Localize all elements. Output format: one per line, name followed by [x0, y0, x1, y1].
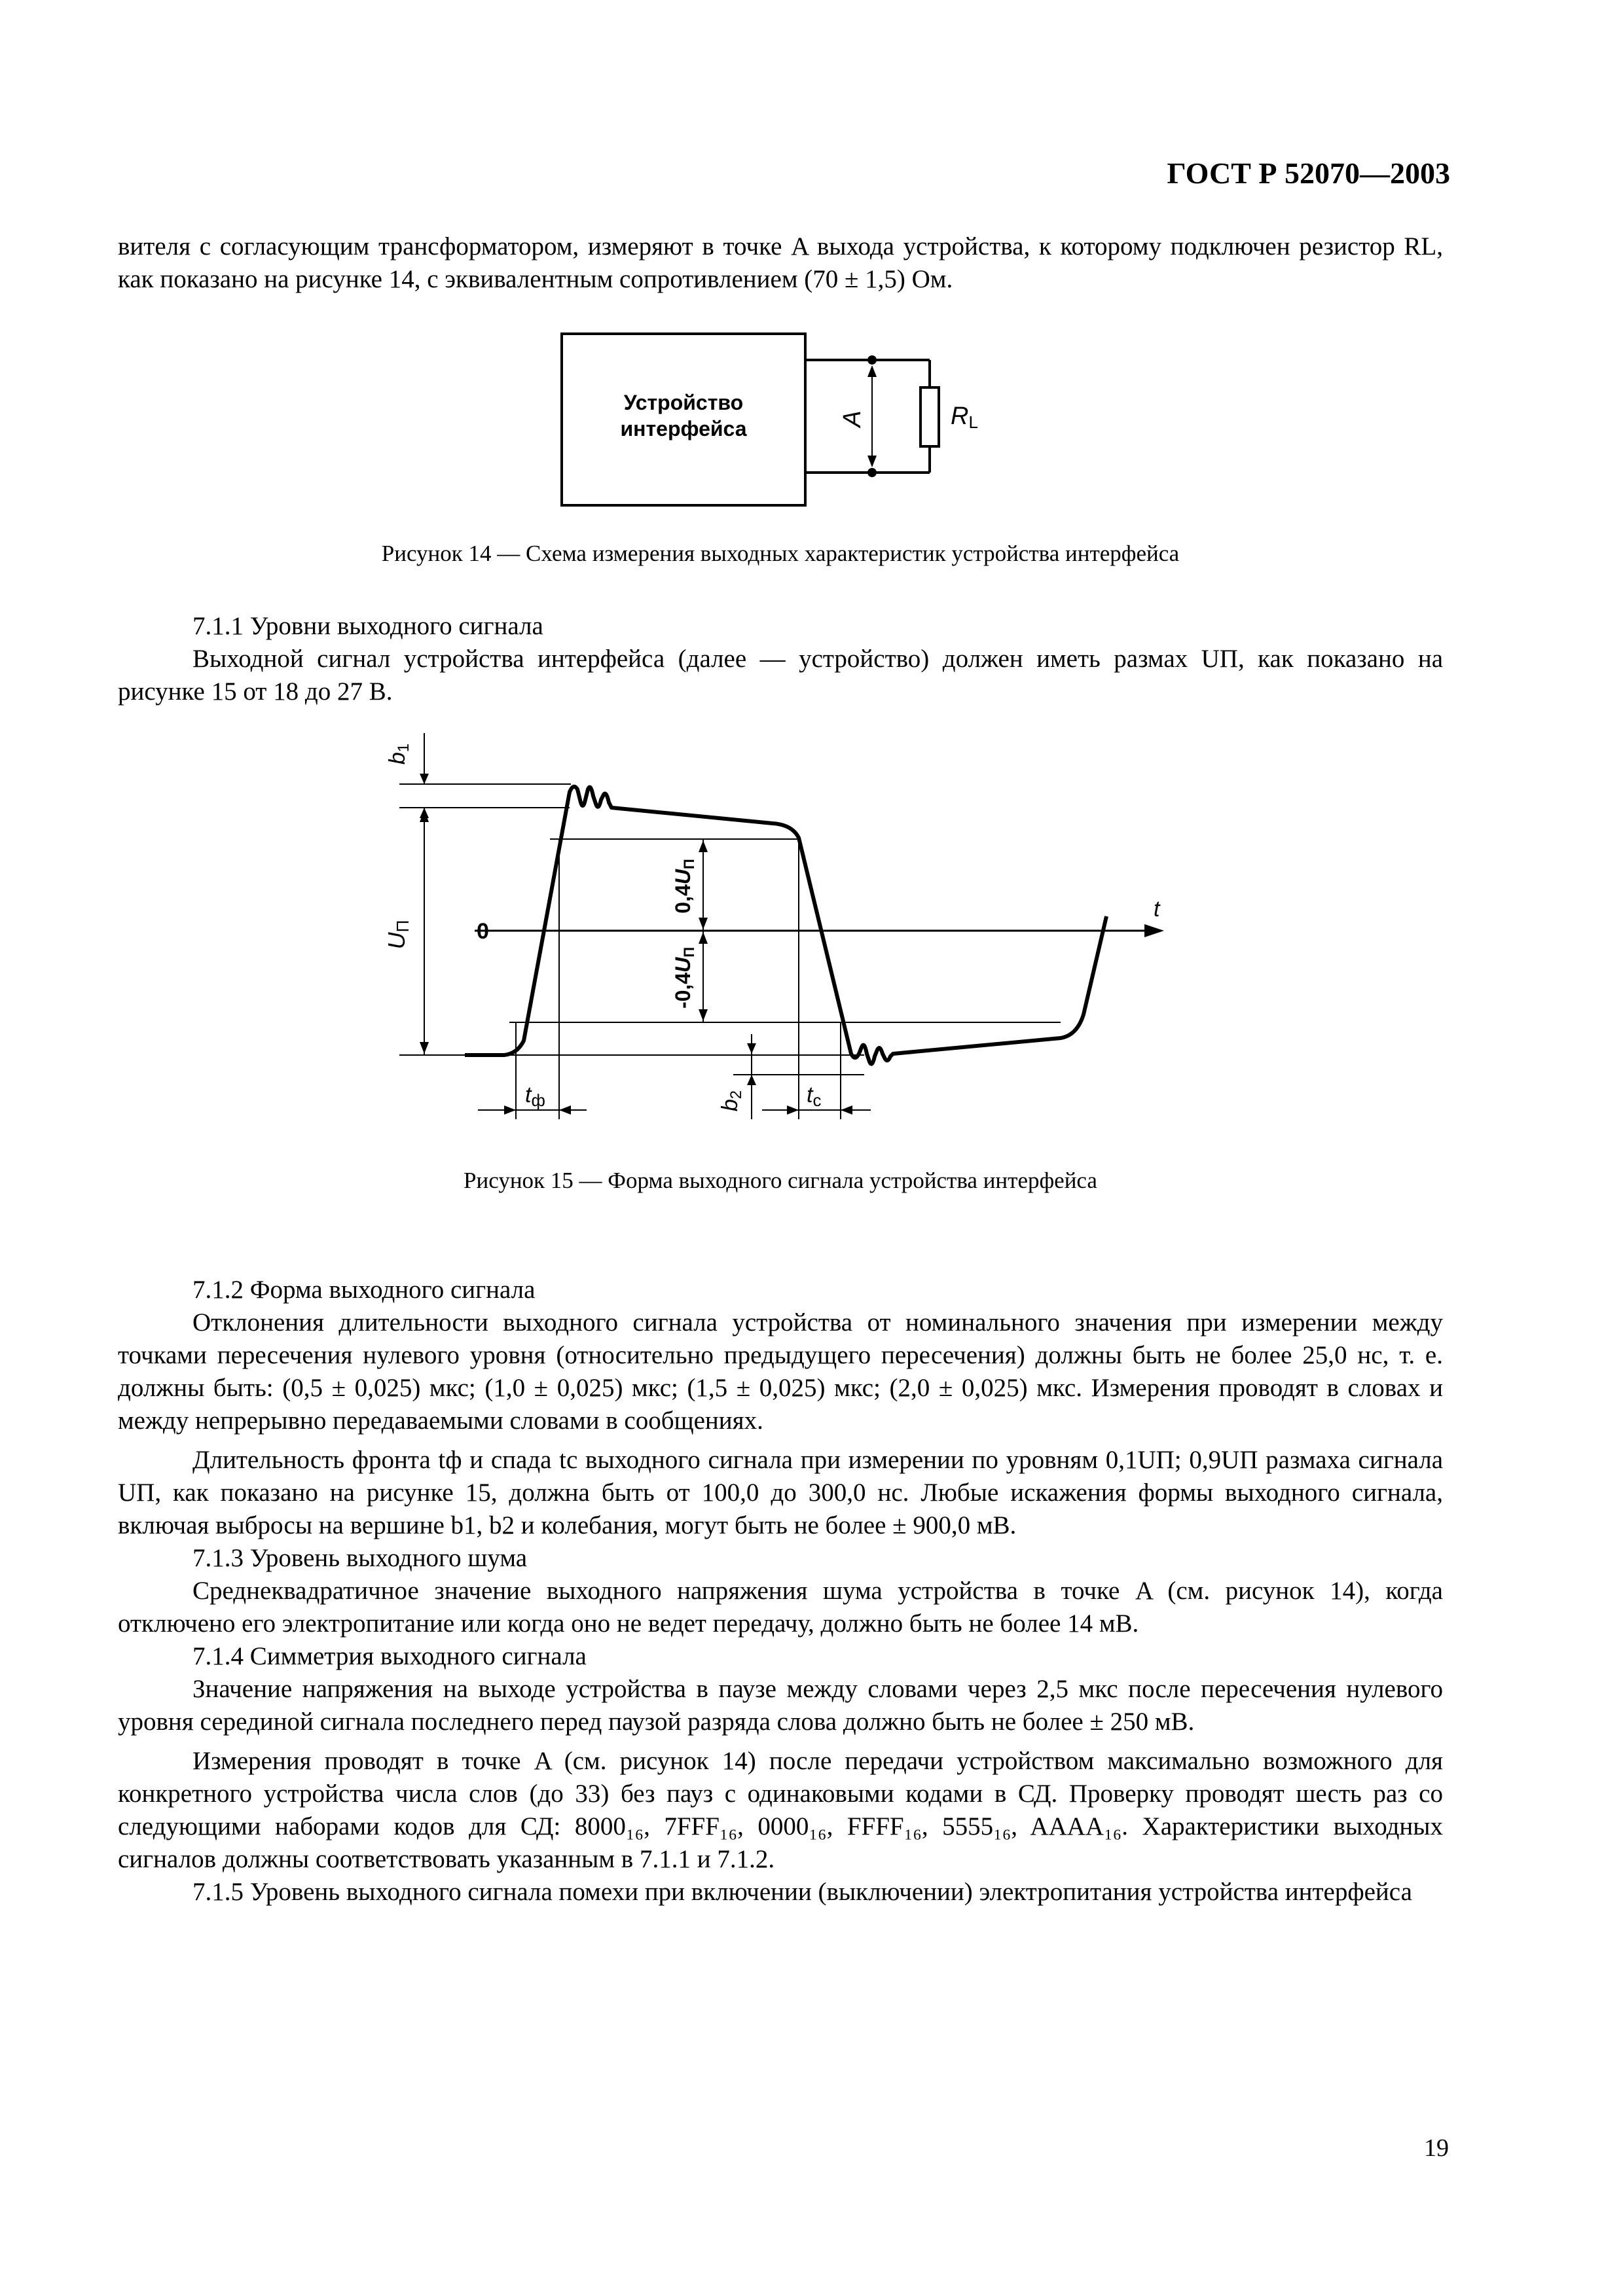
text-7-1-2-para2: Длительность фронта tф и спада tс выходного сигнала при измерении по уровням 0,1UП; 0,9UП размаха сигнала UП, как показано на рисунке 15, должна быть от 100,0 до 300,0 нс. Любые искажения формы выходного сигнала, включая выбросы на вершине b1, b2 и колебания, могут быть не более ± 900,0 мВ.: [118, 1446, 1443, 1539]
figure-15-caption: Рисунок 15 — Форма выходного сигнала устройства интерфейса: [464, 1168, 1097, 1193]
heading-7-1-1: 7.1.1 Уровни выходного сигнала: [192, 612, 543, 640]
text-7-1-2-para1: Отклонения длительности выходного сигнала устройства от номинального значения при измерении между точками пересечения нулевого уровня (относительно предыдущего пересечения) должны быть не более 25,0 нс, т. е. должны быть: (0,5 ± 0,025) мкс; (1,0 ± 0,025) мкс; (1,5 ± 0,025) мкс; (2,0 ± 0,025) мкс. Измерения проводят в словах и между непрерывно передаваемыми словами в сообщениях.: [118, 1308, 1443, 1435]
zero-label: 0: [477, 919, 489, 944]
minus04-arrow-top: [699, 932, 708, 944]
device-label-line1: Устройство: [623, 391, 744, 414]
text-7-1-3: Среднеквадратичное значение выходного напряжения шума устройства в точке A (см. рисунок 14), когда отключено его электропитание или когда оно не ведет передачу, должно быть не более 14 мВ.: [118, 1577, 1443, 1638]
t-axis-label: t: [1154, 897, 1160, 922]
minus04-label: -0,4UП: [671, 946, 697, 1009]
tc-label: tс: [807, 1083, 822, 1110]
up-arrow-bottom: [420, 1042, 429, 1054]
device-label-line2: интерфейса: [620, 417, 747, 440]
tc-arrow-r: [841, 1105, 852, 1115]
heading-7-1-2: 7.1.2 Форма выходного сигнала: [192, 1276, 536, 1304]
tf-arrow-l: [504, 1105, 516, 1115]
section-7-1-1: [118, 610, 1443, 708]
tc-arrow-l: [787, 1105, 799, 1115]
heading-7-1-3: 7.1.3 Уровень выходного шума: [192, 1544, 528, 1572]
heading-7-1-4: 7.1.4 Симметрия выходного сигнала: [192, 1642, 587, 1670]
b2-label: b2: [718, 1090, 745, 1112]
b1-label: b1: [385, 743, 412, 765]
intro-text: вителя с согласующим трансформатором, измеряют в точке A выхода устройства, к которому подключен резистор RL, как показано на рисунке 14, с эквивалентным сопротивлением (70 ± 1,5) Ом.: [118, 232, 1443, 293]
figure-14-diagram: [550, 321, 1021, 517]
plus04-arrow-top: [699, 840, 708, 852]
figure-14-caption: Рисунок 14 — Схема измерения выходных характеристик устройства интерфейса: [381, 541, 1180, 566]
figure-15-waveform: [367, 726, 1192, 1132]
standard-header: ГОСТ Р 52070—2003: [1167, 156, 1450, 190]
tf-label: tф: [525, 1083, 545, 1110]
tf-arrow-r: [559, 1105, 571, 1115]
arrowhead-down: [867, 456, 877, 467]
heading-7-1-5: 7.1.5 Уровень выходного сигнала помехи при включении (выключении) электропитания устройства интерфейса: [192, 1878, 1412, 1906]
intro-paragraph: [118, 230, 1443, 296]
node-bottom: [867, 468, 877, 477]
resistor-label: RL: [951, 403, 978, 432]
section-7-1-2: [118, 1274, 1443, 1909]
b2-arrow-down: [747, 1043, 756, 1054]
text-7-1-4-para1: Значение напряжения на выходе устройства в паузе между словами через 2,5 мкс после пересечения нулевого уровня серединой сигнала последнего перед паузой разряда слова должно быть не более ± 250 мВ.: [118, 1675, 1443, 1736]
plus04-arrow-bottom: [699, 918, 708, 929]
point-a-label: A: [839, 410, 866, 427]
b1-arrow-down: [420, 774, 429, 784]
node-top: [867, 355, 877, 365]
text-7-1-4-para2: Измерения проводят в точке A (см. рисунок 14) после передачи устройством максимально возможного для конкретного устройства числа слов (до 33) без пауз с одинаковыми кодами в СД. Проверку проводят шесть раз со следующими наборами кодов для СД: 8000₁₆, 7FFF₁₆, 0000₁₆, FFFF₁₆, 5555₁₆, AAAA₁₆. Характеристики выходных сигналов должны соответствовать указанным в 7.1.1 и 7.1.2.: [118, 1747, 1443, 1873]
plus04-label: 0,4UП: [671, 859, 697, 914]
page-number: 19: [1424, 2134, 1449, 2162]
text-7-1-1: Выходной сигнал устройства интерфейса (далее — устройство) должен иметь размах UП, как показано на рисунке 15 от 18 до 27 В.: [118, 645, 1443, 706]
minus04-arrow-bottom: [699, 1009, 708, 1021]
b2-arrow-up: [747, 1075, 756, 1085]
arrowhead-up: [867, 365, 877, 377]
up-label: UП: [383, 920, 412, 950]
resistor-rl: [921, 387, 939, 446]
t-axis-arrow: [1144, 924, 1164, 937]
